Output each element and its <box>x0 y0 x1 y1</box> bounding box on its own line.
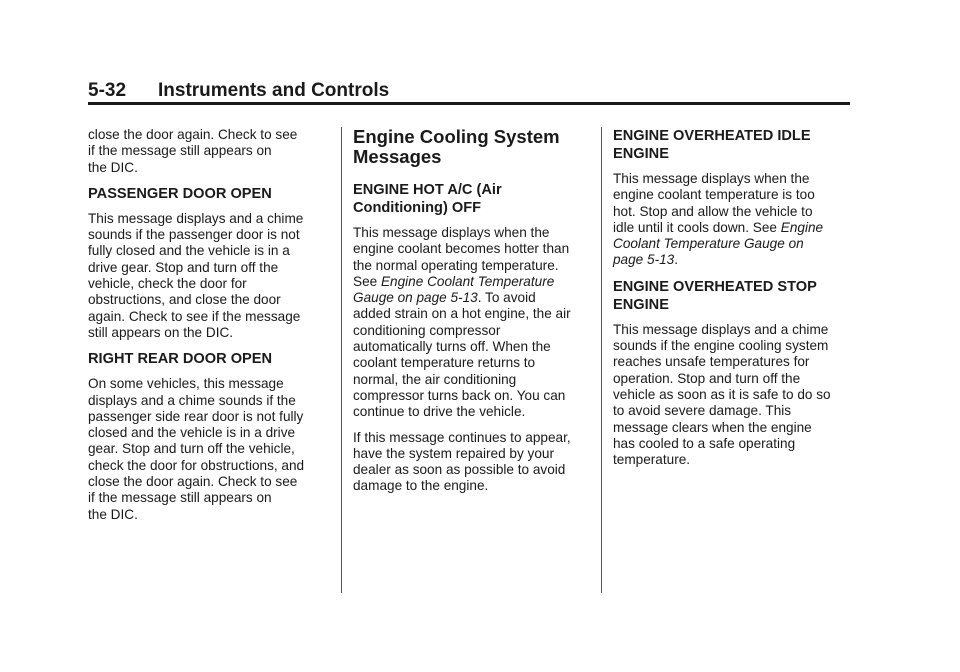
engine-hot-ac-continued-text: If this message continues to appear, have the system repaired by your dealer as soon as possible to avoid damage to the engine. <box>353 429 571 494</box>
page-number: 5-32 <box>88 80 127 101</box>
cross-reference-link[interactable]: Coolant Temperature Gauge on <box>613 236 804 252</box>
engine-hot-ac-heading: ENGINE HOT A/C (Air Conditioning) OFF <box>353 182 502 216</box>
column-divider-1 <box>341 127 342 593</box>
cross-reference-link[interactable]: Engine Coolant Temperature <box>380 273 555 289</box>
engine-hot-ac-text: This message displays when the engine coolant becomes hotter than the normal operating temperature. See Engine Coolant Temperature Gauge on page 5-13. To avoid added strain on a hot engine, the air conditioning compressor automatically turns off. When the coolant temperature returns to normal, the air conditioning compressor turns back on. You can continue to drive the vehicle. <box>353 225 571 420</box>
column-1 <box>88 127 326 532</box>
cross-reference-page[interactable]: Gauge on page 5-13 <box>353 290 478 306</box>
engine-overheated-idle-heading: ENGINE OVERHEATED IDLE ENGINE <box>613 128 811 162</box>
section-title: Instruments and Controls <box>158 80 390 101</box>
passenger-door-heading: PASSENGER DOOR OPEN <box>88 185 272 202</box>
cross-reference-link[interactable]: Engine <box>780 219 824 235</box>
engine-overheated-idle-text: This message displays when the engine coolant temperature is too hot. Stop and allow the vehicle to idle until it cools down. See Engine Coolant Temperature Gauge on page 5-13. <box>613 171 824 268</box>
engine-overheated-stop-text: This message displays and a chime sounds if the engine cooling system reaches unsafe temperatures for operation. Stop and turn off the vehicle as soon as it is safe to do so to avoid severe damage. This message clears when the engine has cooled to a safe operating temperature. <box>613 321 831 468</box>
right-rear-door-heading: RIGHT REAR DOOR OPEN <box>88 351 273 368</box>
engine-overheated-stop-heading: ENGINE OVERHEATED STOP ENGINE <box>613 278 817 313</box>
right-rear-door-text: On some vehicles, this message displays and a chime sounds if the passenger side rear door is not fully closed and the vehicle is in a drive gear. Stop and turn off the vehicle, check the door for obstructions, and close the door again. Check to see if the message still appears on the DIC. <box>88 376 305 522</box>
column-divider-2 <box>601 127 602 593</box>
passenger-door-text: This message displays and a chime sounds if the passenger door is not fully closed and the vehicle is in a drive gear. Stop and turn off the vehicle, check the door for obstructions, and close the door again. Check to see if the message still appears on the DIC. <box>88 210 304 340</box>
column-2 <box>353 127 591 504</box>
engine-cooling-section-heading: Engine Cooling System Messages <box>353 126 560 167</box>
header-rule <box>88 102 850 105</box>
continued-paragraph: close the door again. Check to see if the message still appears on the DIC. <box>88 127 298 175</box>
column-3 <box>613 127 851 477</box>
cross-reference-page[interactable]: page 5-13 <box>613 252 675 268</box>
